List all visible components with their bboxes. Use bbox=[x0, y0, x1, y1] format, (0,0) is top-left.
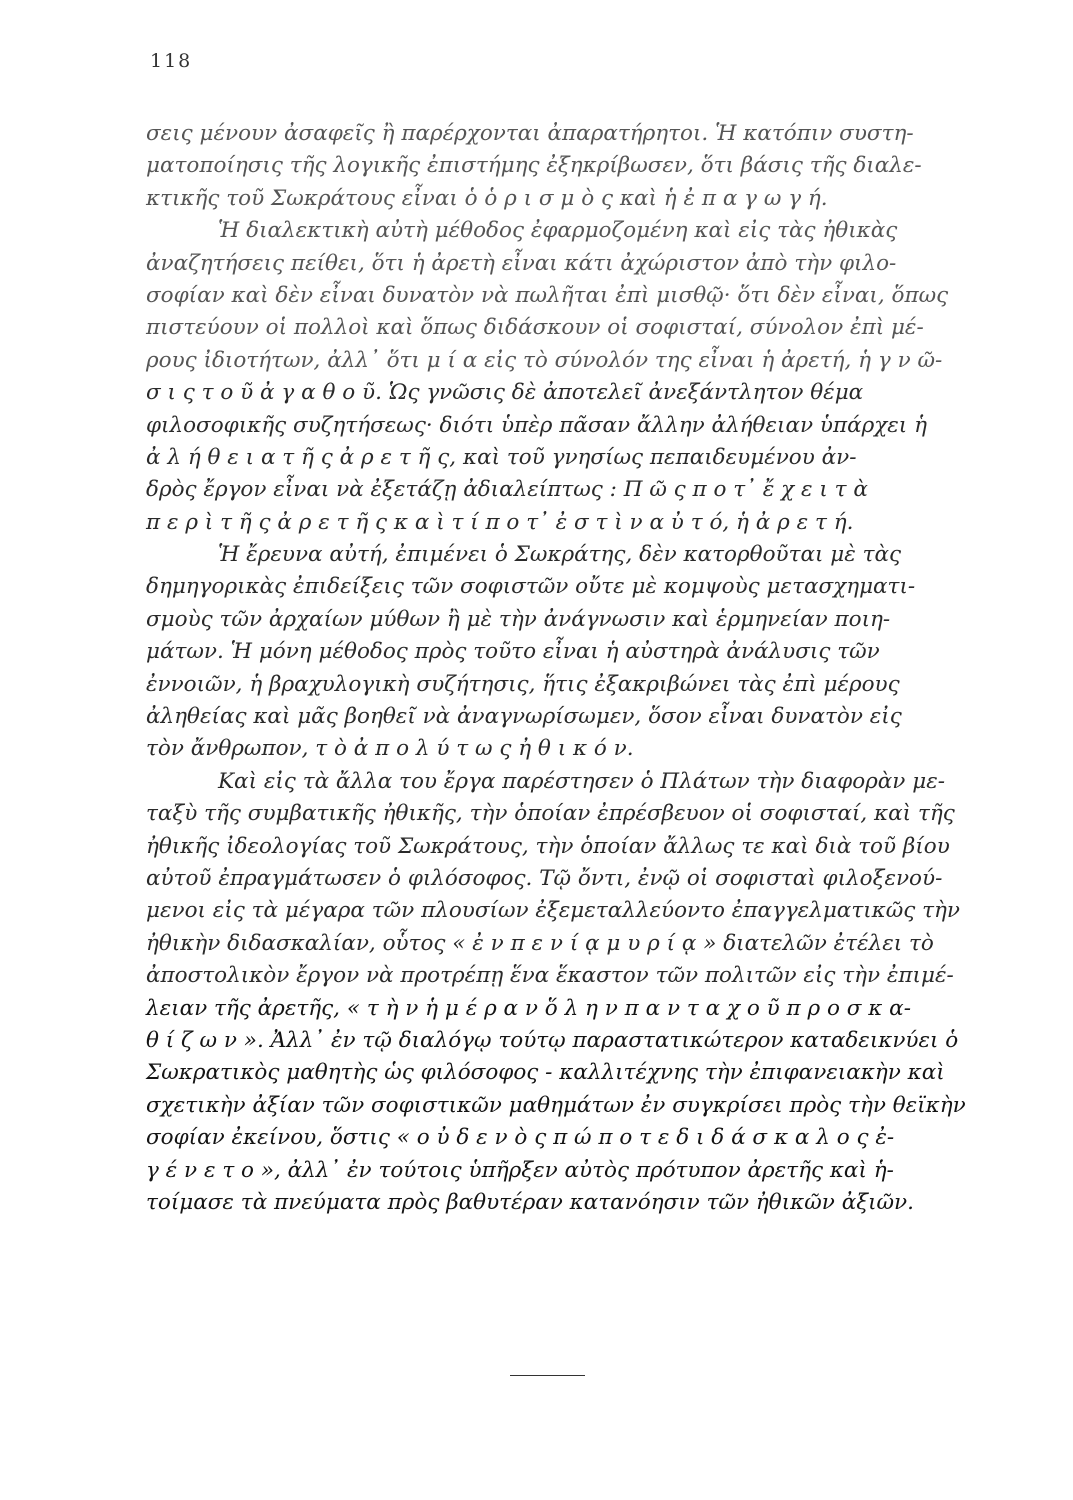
text-line: φιλοσοφικῆς συζητήσεως· διότι ὑπὲρ πᾶσαν ἄλλην ἀλήθειαν ὑπάρχει ἡ bbox=[146, 412, 927, 438]
text-line: σ ι ς τ ο ῦ ἀ γ α θ ο ῦ. Ὡς γνῶσις δὲ ἀποτελεῖ ἀνεξάντλητον θέμα bbox=[146, 380, 864, 406]
text-line: π ε ρ ὶ τ ῆ ς ἀ ρ ε τ ῆ ς κ α ὶ τ ί π ο τ᾽ ἐ σ τ ὶ ν α ὐ τ ό, ἡ ἀ ρ ε τ ή. bbox=[146, 509, 854, 535]
text-line: ἀναζητήσεις πείθει, ὅτι ἡ ἀρετὴ εἶναι κάτι ἀχώριστον ἀπὸ τὴν φιλο- bbox=[146, 250, 897, 276]
text-line: σχετικὴν ἀξίαν τῶν σοφιστικῶν μαθημάτων ἐν συγκρίσει πρὸς τὴν θεϊκὴν bbox=[146, 1092, 966, 1118]
text-line: τὸν ἄνθρωπον, τ ὸ ἀ π ο λ ύ τ ω ς ἠ θ ι κ ό ν. bbox=[146, 736, 634, 762]
section-divider bbox=[510, 1375, 585, 1376]
text-line: ἠθικῆς ἰδεολογίας τοῦ Σωκράτους, τὴν ὁποίαν ἄλλως τε καὶ διὰ τοῦ βίου bbox=[146, 833, 950, 859]
text-line: ἐννοιῶν, ἡ βραχυλογικὴ συζήτησις, ἥτις ἐξακριβώνει τὰς ἐπὶ μέρους bbox=[146, 671, 900, 697]
text-line: γ έ ν ε τ ο », ἀλλ᾽ ἐν τούτοις ὑπῆρξεν αὐτὸς πρότυπον ἀρετῆς καὶ ἡ- bbox=[146, 1157, 894, 1183]
page-number: 118 bbox=[150, 50, 193, 72]
text-line: πιστεύουν οἱ πολλοὶ καὶ ὅπως διδάσκουν οἱ σοφισταί, σύνολον ἐπὶ μέ- bbox=[146, 315, 924, 341]
text-line: σοφίαν ἐκείνου, ὅστις « ο ὐ δ ε ν ὸ ς π ώ π ο τ ε δ ι δ ά σ κ α λ ο ς ἐ- bbox=[146, 1125, 895, 1151]
text-line: ἠθικὴν διδασκαλίαν, οὗτος « ἐ ν π ε ν ί ᾳ μ υ ρ ί ᾳ » διατελῶν ἐτέλει τὸ bbox=[146, 930, 934, 956]
body-text bbox=[146, 118, 996, 1219]
text-line: λειαν τῆς ἀρετῆς, « τ ὴ ν ἡ μ έ ρ α ν ὅ λ η ν π α ν τ α χ ο ῦ π ρ ο σ κ α- bbox=[146, 995, 911, 1021]
text-line: κτικῆς τοῦ Σωκράτους εἶναι ὁ ὁ ρ ι σ μ ὸ ς καὶ ἡ ἐ π α γ ω γ ή. bbox=[146, 185, 828, 211]
text-line: τοίμασε τὰ πνεύματα πρὸς βαθυτέραν κατανόησιν τῶν ἠθικῶν ἀξιῶν. bbox=[146, 1189, 914, 1215]
text-line: αὐτοῦ ἐπραγμάτωσεν ὁ φιλόσοφος. Τῷ ὄντι, ἐνῷ οἱ σοφισταὶ φιλοξενού- bbox=[146, 865, 943, 891]
text-line: ἀληθείας καὶ μᾶς βοηθεῖ νὰ ἀναγνωρίσωμεν, ὅσον εἶναι δυνατὸν εἰς bbox=[146, 704, 902, 730]
text-line: δημηγορικὰς ἐπιδείξεις τῶν σοφιστῶν οὔτε μὲ κομψοὺς μετασχηματι- bbox=[146, 574, 916, 600]
text-line: μάτων. Ἡ μόνη μέθοδος πρὸς τοῦτο εἶναι ἡ αὐστηρὰ ἀνάλυσις τῶν bbox=[146, 639, 880, 665]
text-line: μενοι εἰς τὰ μέγαρα τῶν πλουσίων ἐξεμεταλλεύοντο ἐπαγγελματικῶς τὴν bbox=[146, 898, 960, 924]
text-line: ἀ λ ή θ ε ι α τ ῆ ς ἀ ρ ε τ ῆ ς, καὶ τοῦ γνησίως πεπαιδευμένου ἀν- bbox=[146, 444, 857, 470]
paragraph-start: Ἡ διαλεκτικὴ αὐτὴ μέθοδος ἐφαρμοζομένη καὶ εἰς τὰς ἠθικὰς bbox=[218, 218, 898, 244]
text-line: Σωκρατικὸς μαθητὴς ὡς φιλόσοφος - καλλιτέχνης τὴν ἐπιφανειακὴν καὶ bbox=[146, 1060, 945, 1086]
text-line: ρους ἰδιοτήτων, ἀλλ᾽ ὅτι μ ί α εἰς τὸ σύνολόν της εἶναι ἡ ἀρετή, ἡ γ ν ῶ- bbox=[146, 347, 943, 373]
text-line: σοφίαν καὶ δὲν εἶναι δυνατὸν νὰ πωλῆται ἐπὶ μισθῷ· ὅτι δὲν εἶναι, ὅπως bbox=[146, 282, 949, 308]
text-line: σεις μένουν ἀσαφεῖς ἢ παρέρχονται ἀπαρατήρητοι. Ἡ κατόπιν συστη- bbox=[146, 121, 914, 146]
text-line: ἀποστολικὸν ἔργον νὰ προτρέπῃ ἕνα ἕκαστον τῶν πολιτῶν εἰς τὴν ἐπιμέ- bbox=[146, 963, 954, 989]
text-line: δρὸς ἔργον εἶναι νὰ ἐξετάζῃ ἀδιαλείπτως : Π ῶ ς π ο τ᾽ ἔ χ ε ι τ ὰ bbox=[146, 477, 868, 503]
text-line: θ ί ζ ω ν ». Ἀλλ᾽ ἐν τῷ διαλόγῳ τούτῳ παραστατικώτερον καταδεικνύει ὁ bbox=[146, 1027, 959, 1053]
text-line: σμοὺς τῶν ἀρχαίων μύθων ἢ μὲ τὴν ἀνάγνωσιν καὶ ἑρμηνείαν ποιη- bbox=[146, 606, 891, 632]
text-line: ταξὺ τῆς συμβατικῆς ἠθικῆς, τὴν ὁποίαν ἐπρέσβευον οἱ σοφισταί, καὶ τῆς bbox=[146, 801, 955, 827]
text-line: ματοποίησις τῆς λογικῆς ἐπιστήμης ἐξηκρίβωσεν, ὅτι βάσις τῆς διαλε- bbox=[146, 153, 922, 179]
paragraph-start: Καὶ εἰς τὰ ἄλλα του ἔργα παρέστησεν ὁ Πλάτων τὴν διαφορὰν με- bbox=[218, 768, 945, 794]
paragraph-start: Ἡ ἔρευνα αὐτή, ἐπιμένει ὁ Σωκράτης, δὲν κατορθοῦται μὲ τὰς bbox=[218, 542, 902, 568]
